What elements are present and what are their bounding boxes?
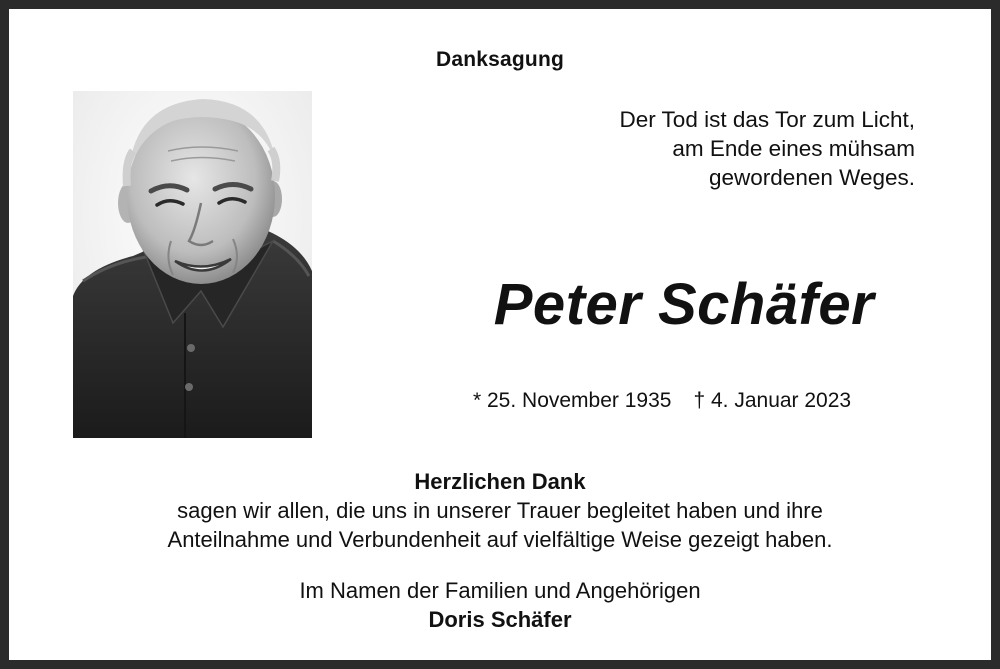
signature-name: Doris Schäfer (428, 607, 572, 632)
quote-block (619, 105, 915, 192)
thanks-line: sagen wir allen, die uns in unserer Trauer begleitet haben und ihre (177, 498, 823, 523)
thanks-title: Herzlichen Dank (414, 469, 586, 494)
quote-line: Der Tod ist das Tor zum Licht, (619, 107, 915, 132)
portrait-photo-icon (73, 91, 312, 438)
thanks-block (9, 467, 991, 554)
portrait-photo (73, 91, 312, 438)
death-date: † 4. Januar 2023 (693, 389, 852, 412)
deceased-name: Peter Schäfer (493, 272, 875, 337)
signature-block (9, 576, 991, 634)
signature-line: Im Namen der Familien und Angehörigen (299, 578, 701, 603)
heading: Danksagung (435, 48, 565, 71)
birth-date: * 25. November 1935 (473, 389, 672, 412)
thanks-line: Anteilnahme und Verbundenheit auf vielfältige Weise gezeigt haben. (167, 527, 833, 552)
life-dates (473, 389, 851, 413)
quote-line: am Ende eines mühsam (672, 136, 915, 161)
quote-line: gewordenen Weges. (709, 165, 915, 190)
